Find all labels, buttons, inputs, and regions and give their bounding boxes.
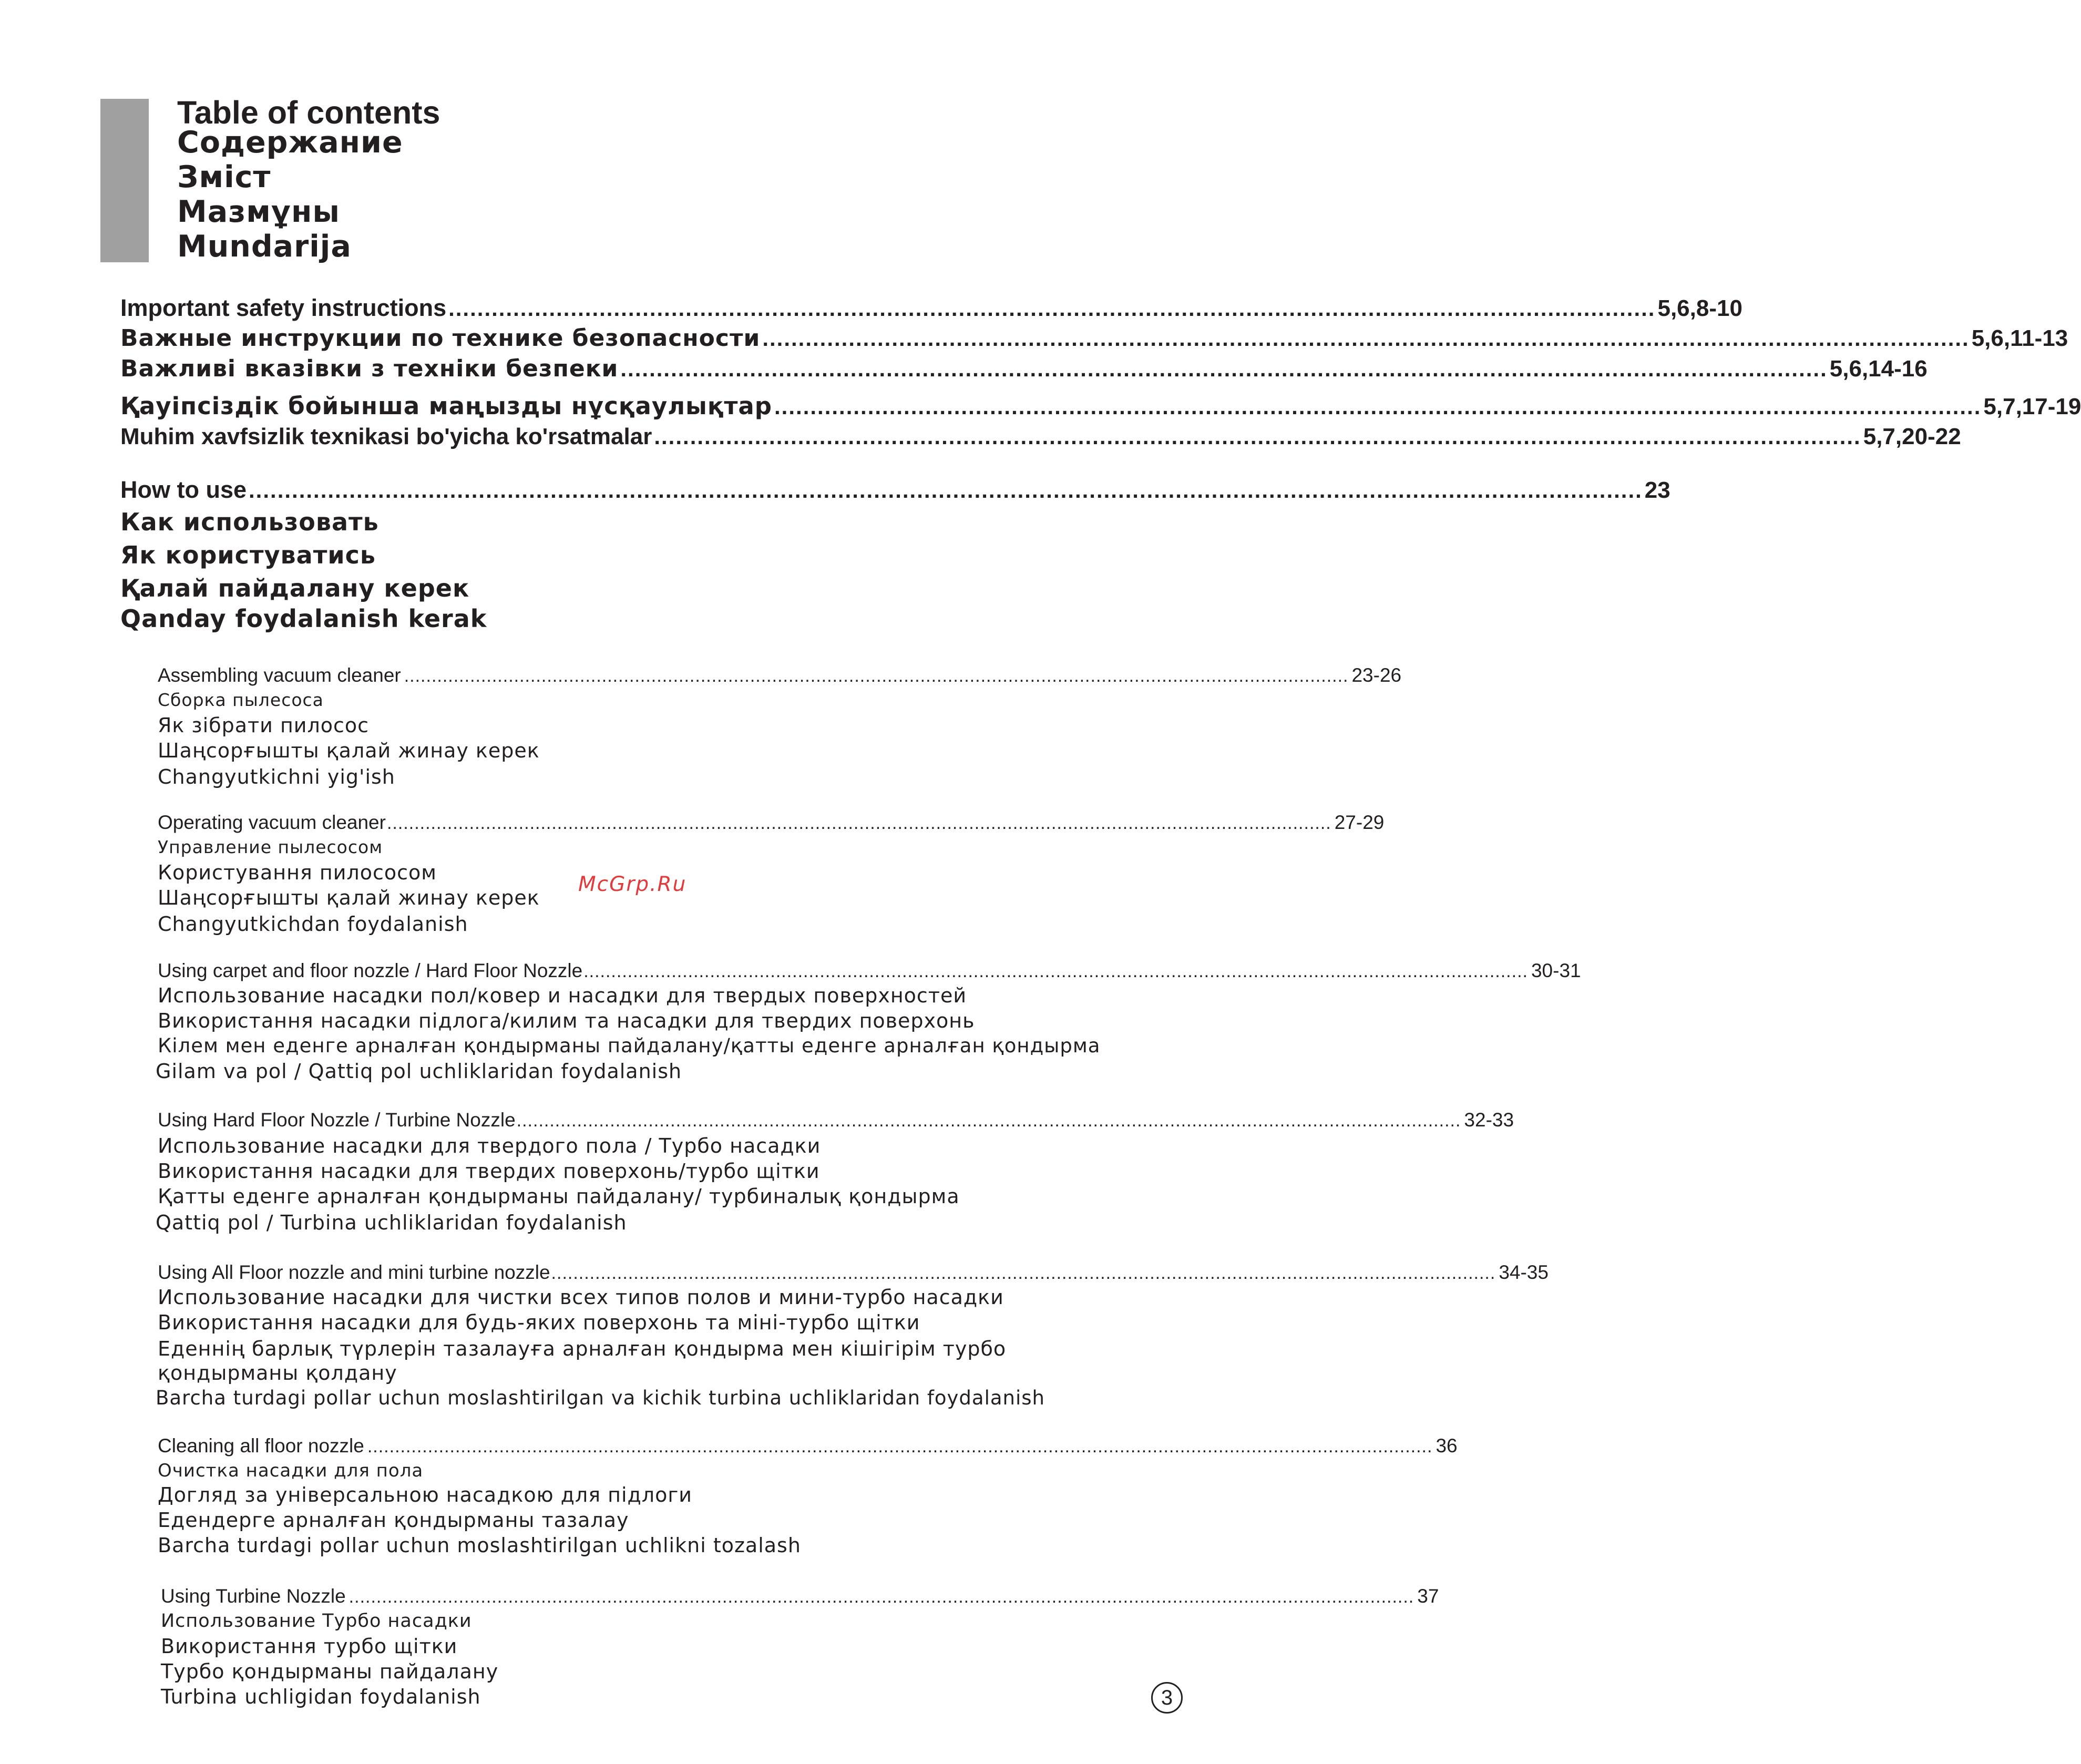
page-number: 3	[1161, 1686, 1173, 1709]
toc-page-ref: 23-26	[1351, 664, 1402, 686]
section-line: Використання насадки підлога/килим та насадки для твердих поверхонь	[158, 1009, 975, 1032]
toc-row-label: Assembling vacuum cleaner	[158, 664, 401, 686]
toc-row-label: How to use	[120, 476, 247, 503]
section-line: Changyutkichdan foydalanish	[158, 912, 468, 936]
section-line: Использование насадки для чистки всех типов полов и мини-турбо насадки	[158, 1286, 1004, 1309]
toc-row-safety-kk[interactable]	[120, 392, 2081, 424]
toc-page-ref: 5,6,8-10	[1657, 295, 1742, 321]
toc-row-label: Using All Floor nozzle and mini turbine nozzle	[158, 1262, 550, 1283]
how-to-use-uzbek: Qanday foydalanish kerak	[120, 604, 487, 633]
dot-leader: ............................................................................................................................................................................	[404, 666, 1349, 686]
toc-row-all-floor-mini-turbine[interactable]	[158, 1262, 1549, 1287]
dot-leader: ..................................................................................................................................................................................................	[367, 1437, 1433, 1457]
section-line: Использование насадки для твердого пола / Турбо насадки	[158, 1134, 821, 1157]
toc-row-turbine-nozzle[interactable]	[161, 1585, 1439, 1611]
title-kazakh: Мазмұны	[177, 194, 340, 229]
section-line: Використання насадки для будь-яких поверхонь та міні-турбо щітки	[158, 1311, 920, 1334]
toc-row-safety-ru[interactable]	[120, 325, 2068, 356]
section-line: Қатты еденге арналған қондырманы пайдалану/ турбиналық қондырма	[158, 1185, 960, 1208]
toc-row-carpet-floor-nozzle[interactable]	[158, 960, 1581, 985]
toc-row-label: Важливі вказівки з техніки безпеки	[120, 355, 619, 382]
toc-row-how-to-use[interactable]	[120, 476, 1670, 508]
section-line: Qattiq pol / Turbina uchliklaridan foydalanish	[156, 1211, 627, 1234]
toc-row-assembling[interactable]	[158, 664, 1402, 690]
section-line: Управление пылесосом	[158, 837, 383, 857]
title-english: Table of contents	[177, 95, 440, 130]
section-line: Шаңсорғышты қалай жинау керек	[158, 739, 540, 762]
header-accent-bar	[100, 99, 149, 262]
dot-leader: ............................................................................................................................................................................	[551, 1263, 1496, 1283]
how-to-use-ukrainian: Як користуватись	[120, 541, 376, 569]
section-line: Changyutkichni yig'ish	[158, 765, 395, 788]
toc-row-label: Operating vacuum cleaner	[158, 812, 386, 833]
toc-row-label: Using Hard Floor Nozzle / Turbine Nozzle	[158, 1109, 516, 1131]
toc-page-ref: 32-33	[1464, 1109, 1514, 1131]
dot-leader: ........................................................................................................................................................................	[654, 424, 1861, 449]
toc-page-ref: 30-31	[1531, 960, 1581, 981]
section-line: Barcha turdagi pollar uchun moslashtirilgan uchlikni tozalash	[158, 1534, 801, 1557]
section-line: Сборка пылесоса	[158, 690, 324, 710]
dot-leader: ..................................................................................................................................................................................................	[249, 478, 1643, 502]
section-line: қондырманы қолдану	[158, 1361, 397, 1384]
watermark: McGrp.Ru	[578, 873, 687, 896]
toc-row-hard-floor-turbine[interactable]	[158, 1109, 1514, 1134]
section-line: Користування пилососом	[158, 861, 437, 884]
toc-page-ref: 36	[1436, 1435, 1458, 1457]
section-line: Як зібрати пилосос	[158, 714, 370, 737]
section-line: Еденнің барлық түрлерін тазалауға арналған қондырма мен кішігірім турбо	[158, 1337, 1007, 1360]
dot-leader: ........................................................................................................................................................................	[774, 394, 1982, 419]
title-russian: Содержание	[177, 125, 403, 160]
toc-row-operating[interactable]	[158, 812, 1385, 837]
title-ukrainian: Зміст	[177, 160, 271, 194]
toc-page-ref: 23	[1644, 477, 1670, 503]
toc-page-ref: 5,7,20-22	[1863, 424, 1961, 449]
section-line: Использование Турбо насадки	[161, 1611, 472, 1632]
dot-leader: ............................................................................................................................................................................	[386, 813, 1331, 833]
toc-page-ref: 5,7,17-19	[1983, 394, 2081, 419]
toc-row-safety-uz[interactable]	[120, 424, 1961, 455]
section-line: Використання турбо щітки	[161, 1635, 458, 1658]
section-line: Турбо қондырманы пайдалану	[161, 1660, 499, 1683]
toc-row-safety-en[interactable]	[120, 294, 1742, 326]
toc-page-ref: 5,6,11-13	[1971, 325, 2068, 351]
dot-leader: ..................................................................................................................................................................................................	[348, 1587, 1414, 1607]
section-line: Едендерге арналған қондырманы тазалау	[158, 1509, 629, 1532]
section-line: Turbina uchligidan foydalanish	[161, 1685, 481, 1708]
dot-leader: ........................................................................................................................................................................	[762, 326, 1970, 351]
section-line: Очистка насадки для пола	[158, 1460, 424, 1481]
toc-row-label: Важные инструкции по технике безопасности	[120, 325, 761, 352]
toc-row-label: Using Turbine Nozzle	[161, 1585, 346, 1607]
toc-row-label: Cleaning all floor nozzle	[158, 1435, 364, 1457]
section-line: Кілем мен еденге арналған қондырманы пайдалану/қатты еденге арналған қондырма	[158, 1034, 1101, 1057]
toc-row-label: Muhim xavfsizlik texnikasi bo'yicha ko'rsatmalar	[120, 424, 652, 449]
toc-row-cleaning-all-floor-nozzle[interactable]	[158, 1435, 1458, 1460]
section-line: Barcha turdagi pollar uchun moslashtirilgan va kichik turbina uchliklaridan foydalanish	[156, 1387, 1045, 1409]
dot-leader: ........................................................................................................................................................................	[448, 296, 1656, 321]
toc-row-safety-uk[interactable]	[120, 355, 1928, 387]
section-line: Использование насадки пол/ковер и насадки для твердых поверхностей	[158, 984, 967, 1007]
dot-leader: ............................................................................................................................................................................	[583, 961, 1528, 981]
dot-leader: ........................................................................................................................................................................	[620, 356, 1828, 381]
toc-page-ref: 37	[1417, 1585, 1439, 1607]
toc-row-label: Қауіпсіздік бойынша маңызды нұсқаулықтар	[120, 392, 773, 420]
toc-page-ref: 27-29	[1334, 812, 1385, 833]
section-line: Gilam va pol / Qattiq pol uchliklaridan foydalanish	[156, 1060, 682, 1083]
section-line: Використання насадки для твердих поверхонь/турбо щітки	[158, 1160, 820, 1183]
toc-page-ref: 34-35	[1499, 1262, 1549, 1283]
how-to-use-russian: Как использовать	[120, 508, 379, 536]
page-number-badge	[1151, 1682, 1183, 1714]
toc-page-ref: 5,6,14-16	[1829, 356, 1928, 382]
how-to-use-kazakh: Қалай пайдалану керек	[120, 574, 470, 602]
section-line: Догляд за універсальною насадкою для підлоги	[158, 1483, 693, 1506]
section-line: Шаңсорғышты қалай жинау керек	[158, 886, 540, 909]
toc-row-label: Important safety instructions	[120, 294, 447, 321]
title-uzbek: Mundarija	[177, 229, 352, 264]
dot-leader: ............................................................................................................................................................................	[516, 1111, 1461, 1131]
toc-row-label: Using carpet and floor nozzle / Hard Floor Nozzle	[158, 960, 583, 981]
